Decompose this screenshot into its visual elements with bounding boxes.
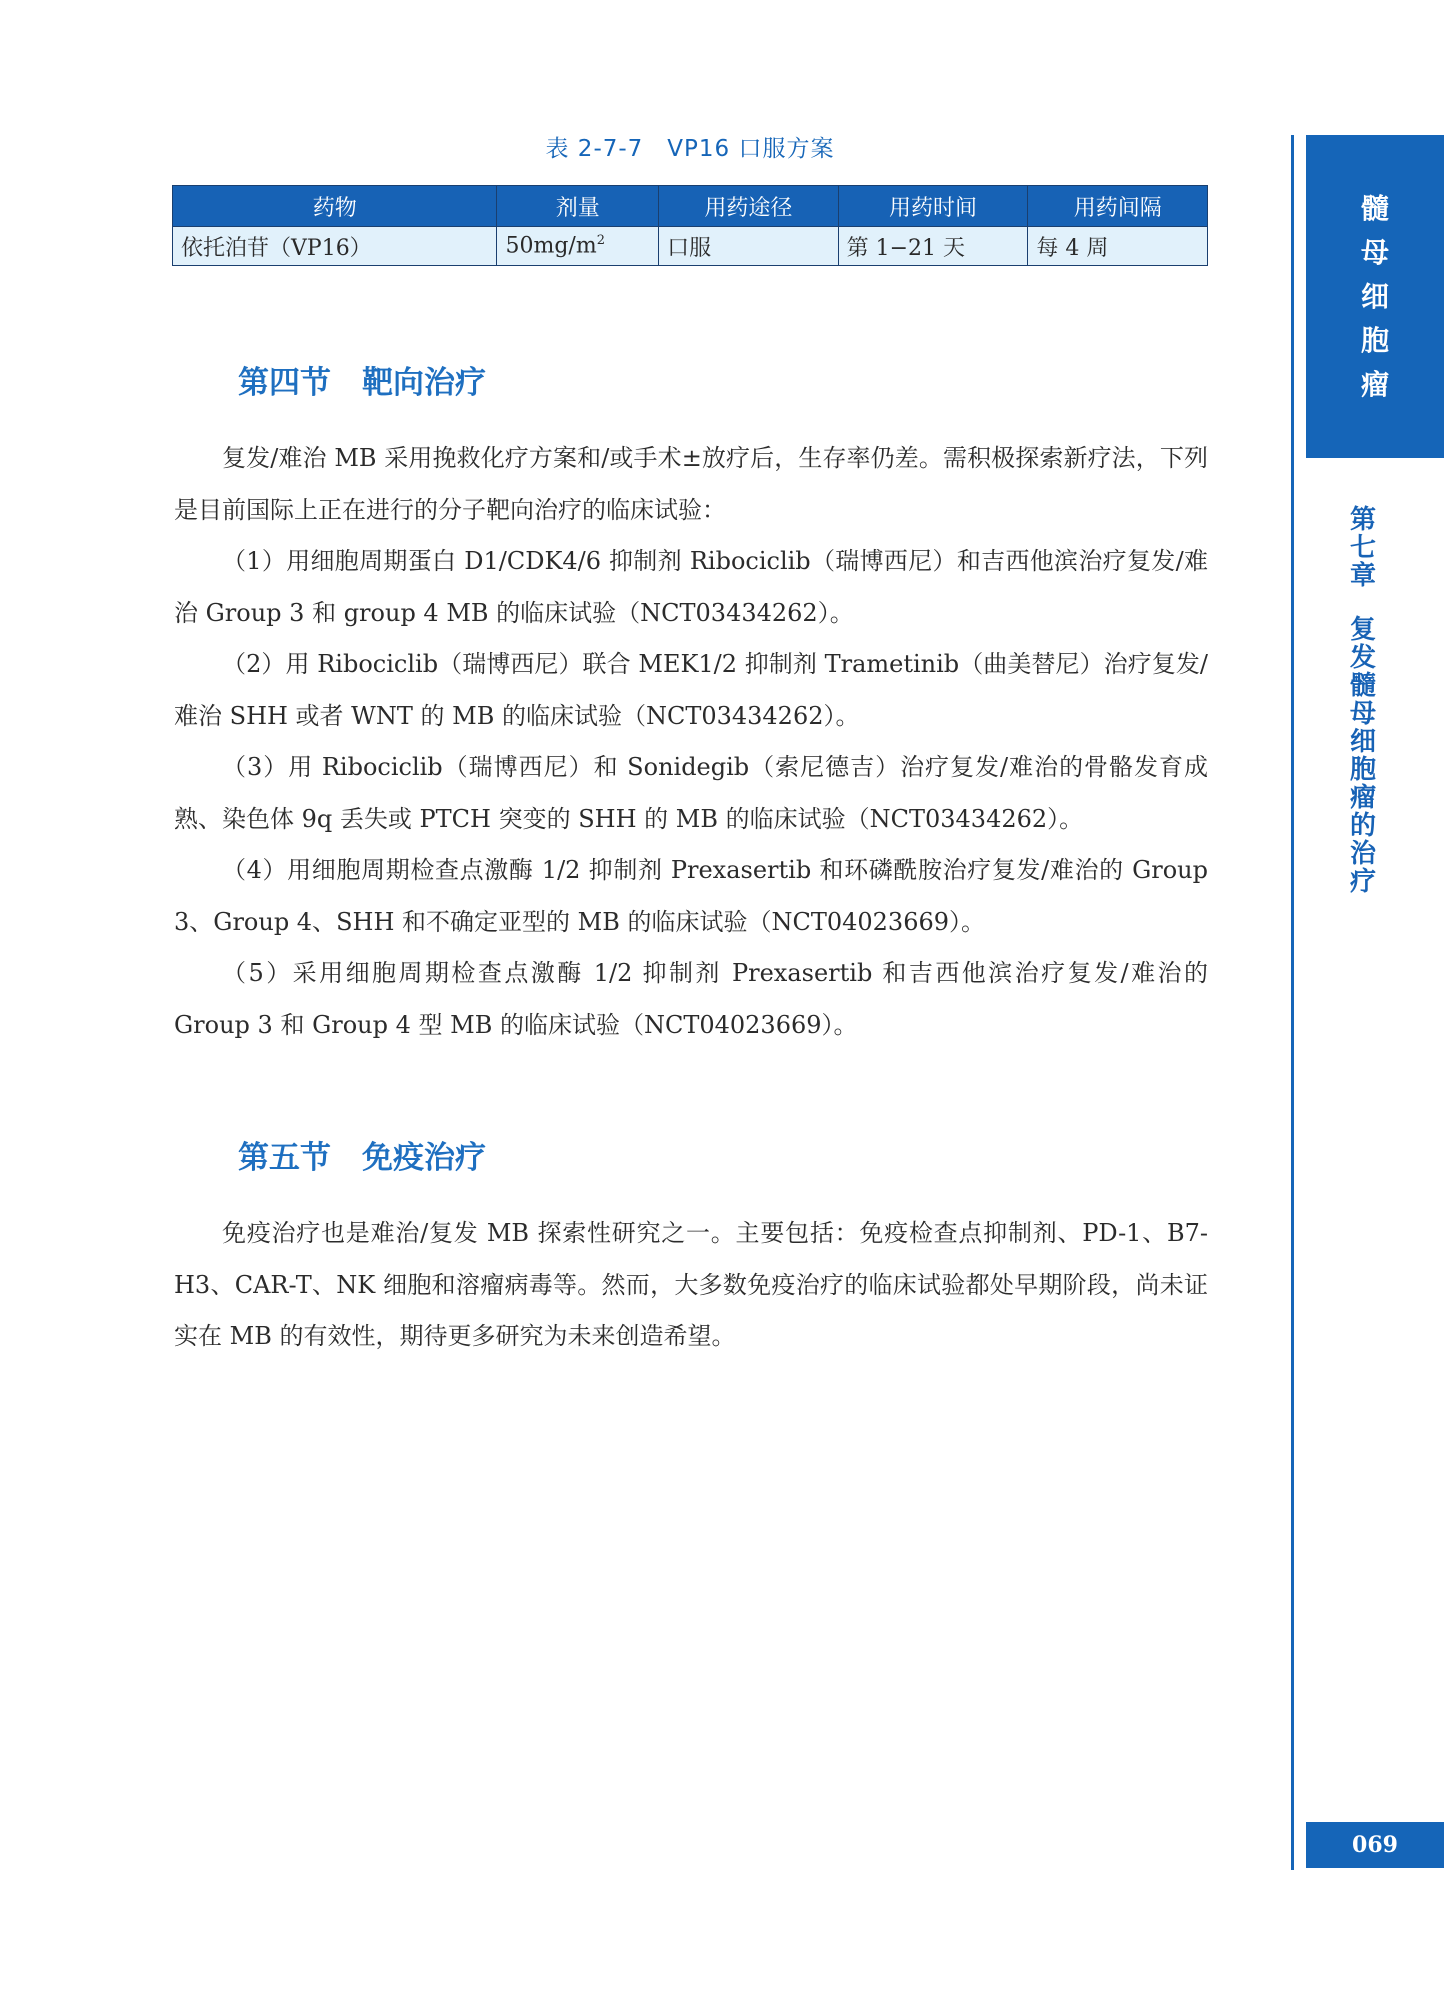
section-4-paragraph: （4）用细胞周期检查点激酶 1/2 抑制剂 Prexasertib 和环磷酰胺治疗复发/难治的 Group 3、Group 4、SHH 和不确定亚型的 MB 的临床试验（NCT04023669）。 bbox=[174, 856, 1208, 936]
chapter-number: 第七章 bbox=[1349, 505, 1376, 591]
column-header-drug: 药物 bbox=[173, 186, 497, 227]
column-header-route: 用药途径 bbox=[659, 186, 839, 227]
dose-exponent: 2 bbox=[596, 233, 605, 249]
section-4-paragraph: 复发/难治 MB 采用挽救化疗方案和/或手术±放疗后，生存率仍差。需积极探索新疗法，下列是目前国际上正在进行的分子靶向治疗的临床试验： bbox=[174, 444, 1208, 524]
column-header-dose: 剂量 bbox=[497, 186, 659, 227]
column-header-interval: 用药间隔 bbox=[1028, 186, 1208, 227]
section-5-title: 第五节 免疫治疗 bbox=[238, 1140, 486, 1176]
section-5-paragraph: 免疫治疗也是难治/复发 MB 探索性研究之一。主要包括：免疫检查点抑制剂、PD-1、B7-H3、CAR-T、NK 细胞和溶瘤病毒等。然而，大多数免疫治疗的临床试验都处早期阶段，尚未证实在 MB 的有效性，期待更多研究为未来创造希望。 bbox=[174, 1219, 1208, 1350]
dose-value: 50mg/m bbox=[505, 233, 597, 259]
section-4-paragraph: （1）用细胞周期蛋白 D1/CDK4/6 抑制剂 Ribociclib（瑞博西尼）和吉西他滨治疗复发/难治 Group 3 和 group 4 MB 的临床试验（NCT03434262）。 bbox=[174, 547, 1208, 627]
sidebar-divider-line bbox=[1291, 135, 1294, 1870]
section-4-body bbox=[174, 433, 1208, 1051]
table-caption: 表 2-7-7 VP16 口服方案 bbox=[545, 136, 835, 162]
column-header-time: 用药时间 bbox=[838, 186, 1028, 227]
chapter-title: 复发髓母细胞瘤的治疗 bbox=[1349, 615, 1376, 897]
chapter-heading-vertical bbox=[1347, 506, 1379, 896]
cell-interval: 每 4 周 bbox=[1028, 227, 1208, 266]
book-title-text: 髓母细胞瘤 bbox=[1360, 191, 1389, 401]
cell-time: 第 1−21 天 bbox=[838, 227, 1028, 266]
book-title-tab bbox=[1306, 135, 1444, 458]
table-header-row bbox=[173, 186, 1208, 227]
cell-drug: 依托泊苷（VP16） bbox=[173, 227, 497, 266]
cell-route: 口服 bbox=[659, 227, 839, 266]
section-4-paragraph: （3）用 Ribociclib（瑞博西尼）和 Sonidegib（索尼德吉）治疗复发/难治的骨骼发育成熟、染色体 9q 丢失或 PTCH 突变的 SHH 的 MB 的临床试验（NCT03434262）。 bbox=[174, 753, 1208, 833]
section-4-paragraph: （2）用 Ribociclib（瑞博西尼）联合 MEK1/2 抑制剂 Trametinib（曲美替尼）治疗复发/难治 SHH 或者 WNT 的 MB 的临床试验（NCT03434262）。 bbox=[174, 650, 1208, 730]
section-4-title: 第四节 靶向治疗 bbox=[238, 365, 486, 401]
section-4-paragraph: （5）采用细胞周期检查点激酶 1/2 抑制剂 Prexasertib 和吉西他滨治疗复发/难治的 Group 3 和 Group 4 型 MB 的临床试验（NCT04023669）。 bbox=[174, 959, 1208, 1039]
section-5-body bbox=[174, 1208, 1208, 1363]
vp16-regimen-table bbox=[172, 185, 1208, 266]
cell-dose bbox=[497, 227, 659, 266]
page-number: 069 bbox=[1306, 1822, 1444, 1868]
table-row bbox=[173, 227, 1208, 266]
